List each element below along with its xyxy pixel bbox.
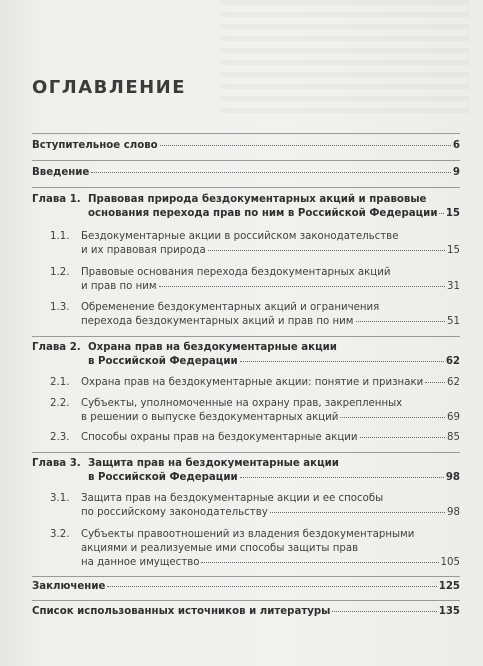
leader-dots [360, 436, 445, 438]
leader-dots [240, 360, 444, 362]
entry-text: Вступительное слово [32, 140, 158, 151]
chapter-title-line: основания перехода прав по ним в Российской Федерации [88, 208, 438, 219]
chapter-title-line: Защита прав на бездокументарные акции [88, 458, 339, 469]
leader-dots [107, 585, 436, 587]
divider [32, 336, 460, 337]
toc-entry-references[interactable] [32, 605, 460, 619]
bleed-through-text [220, 0, 470, 120]
chapter-title-line: Правовая природа бездокументарных акций и правовые [88, 194, 427, 205]
section-title-line: в решении о выпуске бездокументарных акций [81, 412, 339, 423]
leader-dots [208, 249, 445, 251]
toc-entry-introduction[interactable] [32, 166, 460, 180]
toc-entry-intro-word[interactable] [32, 139, 460, 153]
chapter-title-line: Охрана прав на бездокументарные акции [88, 342, 337, 353]
section-label: 2.3. [50, 432, 70, 443]
section-title-line: Способы охраны прав на бездокументарные акции [81, 432, 358, 443]
section-title-line: Обременение бездокументарных акций и ограничения [81, 302, 380, 313]
section-title-line: Защита прав на бездокументарные акции и ее способы [81, 493, 384, 504]
toc-chapter-1[interactable] [32, 193, 460, 223]
page-number: 125 [438, 581, 460, 592]
page-number: 6 [452, 140, 460, 151]
leader-dots [356, 320, 446, 322]
toc-section-3-1[interactable] [50, 492, 460, 522]
divider [32, 160, 460, 161]
section-title-line: Субъекты, уполномоченные на охрану прав, закрепленных [81, 398, 403, 409]
page-number: 62 [445, 356, 460, 367]
page-number: 98 [445, 472, 460, 483]
leader-dots [160, 144, 451, 146]
page-number: 85 [447, 432, 460, 443]
section-label: 2.1. [50, 377, 70, 388]
chapter-title-line: в Российской Федерации [88, 472, 238, 483]
toc-section-2-1[interactable] [50, 376, 460, 392]
section-title-line: и их правовая природа [81, 245, 206, 256]
section-label: 1.2. [50, 267, 70, 278]
toc-section-1-2[interactable] [50, 266, 460, 296]
section-title-line: Субъекты правоотношений из владения бездокументарными [81, 529, 415, 540]
toc-entry-conclusion[interactable] [32, 580, 460, 594]
section-title-line: перехода бездокументарных акций и прав по ним [81, 316, 354, 327]
toc-section-1-3[interactable] [50, 301, 460, 331]
toc-section-2-2[interactable] [50, 397, 460, 427]
section-label: 3.1. [50, 493, 70, 504]
page-number: 135 [438, 606, 460, 617]
chapter-label: Глава 3. [32, 458, 81, 469]
entry-text: Заключение [32, 581, 106, 592]
section-label: 2.2. [50, 398, 70, 409]
toc-title: ОГЛАВЛЕНИЕ [32, 77, 187, 98]
chapter-label: Глава 1. [32, 194, 81, 205]
divider [32, 452, 460, 453]
page-number: 98 [447, 507, 460, 518]
section-title-line: Охрана прав на бездокументарные акции: понятие и признаки [81, 377, 424, 388]
toc-chapter-3[interactable] [32, 457, 460, 487]
page-number: 15 [445, 208, 460, 219]
divider [32, 187, 460, 188]
section-title-line: Бездокументарные акции в российском законодательстве [81, 231, 399, 242]
section-title-line: на данное имущество [81, 557, 200, 568]
leader-dots [201, 561, 438, 563]
page-number: 9 [452, 167, 460, 178]
toc-section-2-3[interactable] [50, 431, 460, 447]
section-label: 3.2. [50, 529, 70, 540]
entry-text: Введение [32, 167, 90, 178]
leader-dots [159, 285, 445, 287]
section-label: 1.1. [50, 231, 70, 242]
toc-section-1-1[interactable] [50, 230, 460, 260]
chapter-label: Глава 2. [32, 342, 81, 353]
section-title-line: Правовые основания перехода бездокументарных акций [81, 267, 391, 278]
page-number: 69 [447, 412, 460, 423]
leader-dots [439, 212, 443, 214]
leader-dots [270, 511, 445, 513]
leader-dots [340, 416, 445, 418]
page-number: 105 [440, 557, 460, 568]
section-title-line: акциями и реализуемые ими способы защиты прав [81, 543, 359, 554]
section-title-line: по российскому законодательству [81, 507, 268, 518]
toc-chapter-2[interactable] [32, 341, 460, 371]
page-number: 62 [447, 377, 460, 388]
divider [32, 600, 460, 601]
entry-text: Список использованных источников и литературы [32, 606, 331, 617]
leader-dots [425, 381, 445, 383]
section-title-line: и прав по ним [81, 281, 157, 292]
leader-dots [240, 476, 444, 478]
divider [32, 133, 460, 134]
leader-dots [91, 171, 451, 173]
section-label: 1.3. [50, 302, 70, 313]
leader-dots [332, 610, 436, 612]
page-number: 51 [447, 316, 460, 327]
chapter-title-line: в Российской Федерации [88, 356, 238, 367]
page-number: 31 [447, 281, 460, 292]
page-number: 15 [447, 245, 460, 256]
toc-section-3-2[interactable] [50, 528, 460, 572]
divider [32, 576, 460, 577]
